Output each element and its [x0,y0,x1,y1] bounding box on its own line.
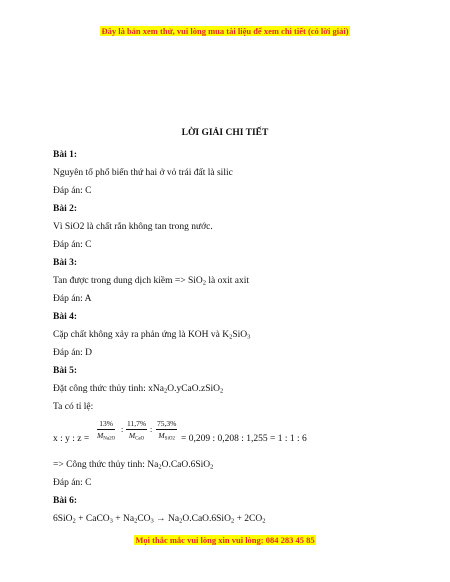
eq-sub-5: 2 [134,517,138,525]
bai5-ratio-intro: Ta có tỉ lệ: [53,402,94,412]
bai6-equation [53,510,413,528]
bai6-heading: Bài 6: [53,496,78,506]
bai5-ratio-formula [53,416,413,456]
fraction-na2o-den-sub: Na2O [103,436,116,442]
eq-sub-13: 2 [262,517,266,525]
bai5-conclusion-pre: => Công thức thủy tinh: Na [53,460,159,470]
bai2-answer: Đáp án: C [53,240,92,250]
bai5-conclusion-sub2: 2 [210,463,214,471]
solution-content [53,146,413,528]
eq-sub-3: 3 [109,517,113,525]
bai4-heading: Bài 4: [53,312,78,322]
fraction-cao-den [126,430,147,441]
bai4-text [53,326,413,344]
fraction-na2o-num: 13% [97,418,115,430]
eq-part-12: + 2CO [234,514,263,524]
eq-part-6: CO [137,514,151,524]
fraction-sio2-num: 75,3% [157,419,177,428]
ratio-colon-2: : [150,425,153,434]
bai5-formula-sub2: 2 [219,387,224,395]
bai3-text [53,272,413,290]
bai3-heading: Bài 3: [53,258,78,268]
bai2-heading: Bài 2: [53,204,78,214]
fraction-cao-den-sub: CaO [135,436,145,442]
fraction-na2o-den [97,430,115,441]
bai5-conclusion [53,456,413,474]
eq-sub-11: 2 [230,517,235,525]
bai5-formula-intro: Đặt công thức thủy tinh: xNa [53,384,164,394]
fraction-sio2-den-sub: SiO2 [164,436,175,442]
preview-notice-banner [0,26,450,36]
fraction-na2o-den-m: M [97,431,104,440]
bai5-formula-sub1: 2 [163,387,168,395]
bai5-formula-mid: O.yCaO.zSiO [167,384,220,394]
bai4-answer: Đáp án: D [53,348,93,358]
bai4-sub1: 2 [229,333,233,341]
bai5-conclusion-sub1: 2 [158,463,162,471]
preview-notice-text: Đây là bản xem thử, vui lòng mua tài liệu để xem chi tiết (có lời giải) [101,26,349,36]
bai2-text: Vì SiO2 là chất rắn không tan trong nước. [53,222,213,232]
eq-part-2: + CaCO [75,514,110,524]
fraction-cao-den-m: M [128,431,136,440]
bai1-answer: Đáp án: C [53,186,92,196]
eq-part-4: + Na [112,514,135,524]
document-title: LỜI GIẢI CHI TIẾT [181,128,269,138]
bai3-text-pre: Tan được trong dung dịch kiềm => SiO [53,276,203,286]
ratio-colon-1: : [121,425,124,434]
bai1-heading: Bài 1: [53,150,78,160]
bai5-heading: Bài 5: [53,366,78,376]
bai3-sub: 2 [202,279,207,287]
bai4-text-mid: SiO [232,330,248,340]
bai3-text-post: là oxit axit [206,276,250,286]
fraction-sio2-den [156,430,177,441]
eq-part-8: → Na [153,514,180,524]
fraction-sio2 [156,418,177,441]
eq-sub-7: 3 [150,517,154,525]
eq-sub-1: 2 [72,517,76,525]
fraction-sio2-den-m: M [158,431,165,440]
bai5-formula [53,380,413,398]
bai4-text-pre: Cặp chất không xảy ra phản ứng là KOH và K [53,330,230,340]
bai3-answer: Đáp án: A [53,294,92,304]
bai5-conclusion-mid: O.CaO.6SiO [161,460,211,470]
bai5-answer: Đáp án: C [53,478,92,488]
ratio-rhs: = 0,209 : 0,208 : 1,255 = 1 : 1 : 6 [181,434,307,444]
bai4-sub2: 3 [247,333,251,341]
fraction-na2o [97,418,115,441]
ratio-lhs: x : y : z = [53,434,90,444]
contact-footer-text: Mọi thắc mắc vui lòng xin vui lòng: 084 283 45 85 [135,535,315,545]
eq-sub-9: 2 [179,517,183,525]
eq-part-0: 6SiO [53,514,73,524]
fraction-cao-num: 11,7% [127,419,147,428]
bai1-text: Nguyên tố phổ biến thứ hai ở vỏ trái đất là silic [53,168,233,178]
eq-part-10: O.CaO.6SiO [182,514,231,524]
fraction-cao [126,418,147,441]
contact-footer [0,535,450,545]
